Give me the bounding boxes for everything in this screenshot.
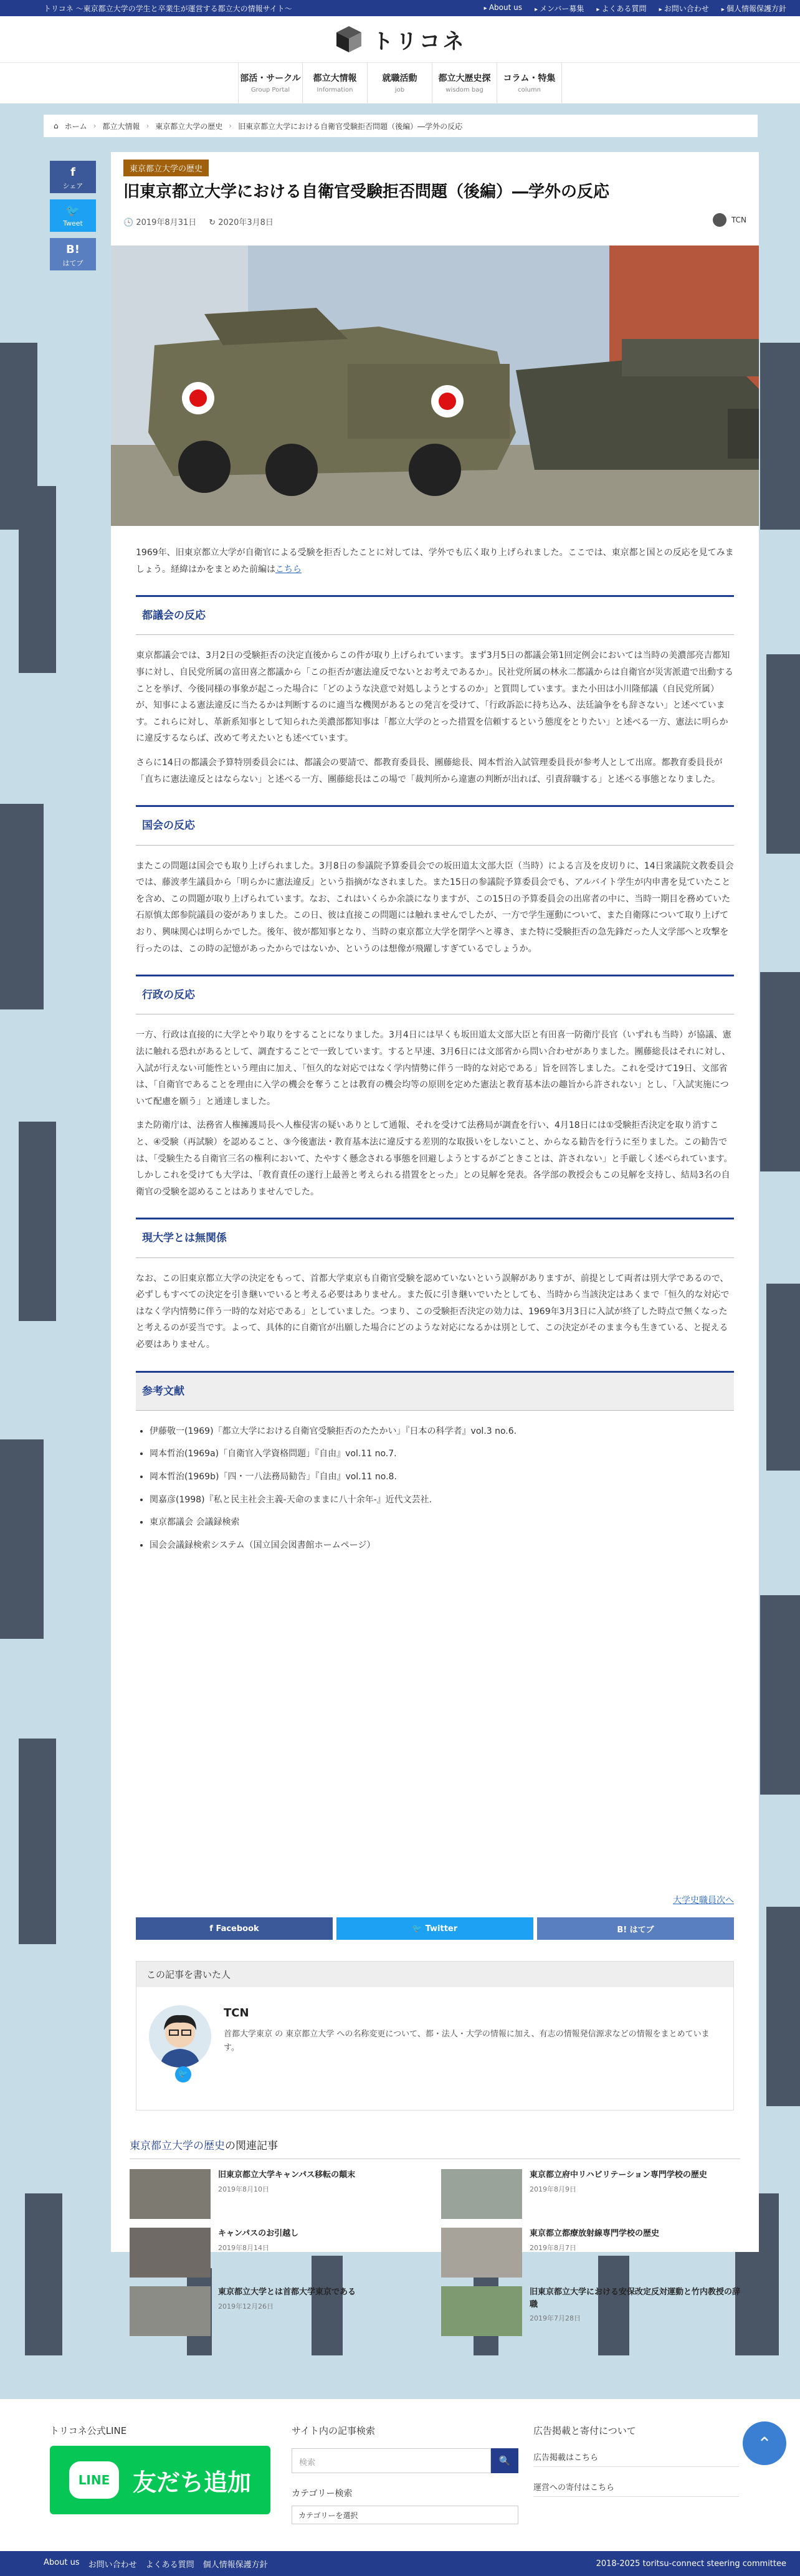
- related-articles: [130, 2137, 740, 2336]
- breadcrumb-home[interactable]: ホーム: [64, 122, 87, 131]
- share-facebook-button[interactable]: f Facebook: [136, 1917, 333, 1940]
- related-thumbnail[interactable]: [130, 2286, 211, 2336]
- related-thumbnail[interactable]: [441, 2286, 522, 2336]
- top-bar: [0, 0, 800, 16]
- author-mini[interactable]: TCN: [713, 213, 746, 227]
- related-item[interactable]: [130, 2228, 429, 2278]
- nav-item-job[interactable]: 就職活動 job: [368, 63, 432, 103]
- article-meta: [123, 216, 274, 227]
- side-share: [50, 161, 96, 277]
- related-item[interactable]: [441, 2169, 740, 2219]
- intro-paragraph: 1969年、旧東京都立大学が自衛官による受験を拒否したことに対しては、学外でも広く取り上げられました。ここでは、東京都と国との反応を見てみましょう。経緯はかをまとめた前編はこちら: [136, 548, 734, 575]
- related-item[interactable]: [130, 2169, 429, 2219]
- section-heading: 国会の反応: [136, 805, 734, 845]
- scroll-top-button[interactable]: [743, 2421, 786, 2465]
- building-icon: [766, 654, 800, 854]
- bottom-link-contact[interactable]: お問い合わせ: [88, 2560, 137, 2570]
- related-title[interactable]: 東京都立府中リハビリテーション専門学校の歴史: [530, 2170, 707, 2180]
- nav-item-history[interactable]: 都立大歴史探 wisdom bag: [432, 63, 497, 103]
- line-heading: トリコネ公式LINE: [50, 2425, 127, 2436]
- related-title[interactable]: 東京都立都療放射線専門学校の歴史: [530, 2229, 660, 2238]
- intro-link[interactable]: こちら: [275, 564, 302, 575]
- building-icon: [19, 486, 56, 673]
- nav-item-info[interactable]: 都立大情報 Information: [303, 63, 368, 103]
- bottom-link-faq[interactable]: よくある質問: [145, 2560, 194, 2570]
- list-item: • 関嘉彦(1998)『私と民主社会主義-天命のままに八十余年-』近代文芸社.: [150, 1492, 734, 1509]
- line-add-label: 友だち追加: [132, 2468, 251, 2496]
- building-icon: [0, 1439, 44, 1639]
- building-icon: [766, 1284, 800, 1471]
- share-bar: [136, 1917, 734, 1940]
- paragraph: 一方、行政は直接的に大学とやり取りをすることになりました。3月4日には早くも坂田道太文部大臣と有田喜一防衛庁長官（いずれも当時）が協議、憲法に触れる恐れがあるとして、調査することで一致しています。すると早速、3月6日には文部省から問い合わせがありました。團藤総長はそれに対し、入試が行えない可能性という理由に加え、「恒久的な対応ではなく学内情勢に伴う一時的な対応である」旨を回答しました。これを受けて19日、文部省は、「自衛官であることを理由に入学の機会を奪うことは教育の機会均等の原則を定めた憲法と教育基本法の趣旨から許されない」とし、「入試実施について配慮を願う」と通達しました。: [136, 1030, 731, 1107]
- author-box-heading: この記事を書いた人: [136, 1962, 733, 1987]
- site-tagline: トリコネ 〜東京都立大学の学生と卒業生が運営する都立大の情報サイト〜: [44, 4, 292, 13]
- related-date: 2019年8月7日: [530, 2243, 576, 2252]
- author-description: 首都大学東京 の 東京都立大学 への名称変更について、都・法人・大学の情報に加え、有志の情報発信源求などの情報をまとめています。: [224, 2030, 710, 2053]
- share-hatena-button[interactable]: B! はてブ: [537, 1917, 734, 1940]
- breadcrumb-separator: ›: [146, 122, 150, 130]
- bottom-link-privacy[interactable]: 個人情報保護方針: [202, 2560, 268, 2570]
- list-item: • 岡本哲治(1969b)「四・一八法務局勧告」『自由』vol.11 no.8.: [150, 1469, 734, 1486]
- footer-line: [50, 2424, 270, 2514]
- author-avatar-icon: [713, 213, 726, 227]
- list-item: • 国会会議録検索システム（国立国会図書館ホームページ）: [150, 1537, 734, 1554]
- share-twitter-button[interactable]: 🐦 Twitter: [336, 1917, 533, 1940]
- related-date: 2019年7月28日: [530, 2314, 581, 2322]
- related-item[interactable]: [441, 2286, 740, 2336]
- building-icon: [760, 343, 800, 530]
- updated-date: ↻ 2020年3月8日: [209, 218, 274, 227]
- paragraph: さらに14日の都議会予算特別委員会には、都議会の要請で、都教育委員長、團藤総長、岡本哲治入試管理委員長が参考人として出席。都教育委員長が「直ちに憲法違反とはならない」と述べる一方、團藤総長はこの場で「裁判所から違憲の判断が出れば、引責辞職する」と述べる事態となりました。: [136, 758, 723, 785]
- footer: [0, 2399, 800, 2551]
- top-link-contact[interactable]: ▸ お問い合わせ: [659, 3, 709, 14]
- search-icon: 🔍: [498, 2455, 511, 2466]
- related-grid: [130, 2169, 740, 2336]
- related-date: 2019年8月14日: [218, 2243, 269, 2252]
- copyright: 2018-2025 toritsu-connect steering committee: [596, 2559, 786, 2569]
- main-nav: [0, 62, 800, 103]
- building-icon: [766, 1907, 800, 2106]
- related-thumbnail[interactable]: [130, 2228, 211, 2278]
- search-input[interactable]: 検索: [292, 2448, 491, 2473]
- related-item[interactable]: [441, 2228, 740, 2278]
- breadcrumb-separator: ›: [93, 122, 97, 130]
- references-heading: 参考文献: [136, 1371, 734, 1411]
- bottom-bar: [0, 2551, 800, 2576]
- list-item: • 伊藤敬一(1969)「都立大学における自衛官受験拒否のたたかい」『日本の科学者』vol.3 no.6.: [150, 1423, 734, 1440]
- author-box: [136, 1961, 734, 2111]
- top-links: [484, 3, 786, 14]
- building-icon: [19, 1739, 56, 1944]
- building-icon: [19, 1122, 56, 1321]
- related-title[interactable]: キャンパスのお引越し: [218, 2229, 299, 2238]
- nav-item-clubs[interactable]: 部活・サークル Group Portal: [238, 63, 303, 103]
- related-title[interactable]: 旧東京都立大学における安保改定反対運動と竹内教授の辞職: [530, 2287, 741, 2309]
- donate-link[interactable]: 運営への寄付はこちら: [533, 2481, 739, 2497]
- line-add-friend-button[interactable]: [50, 2446, 270, 2514]
- site-logo-text[interactable]: トリコネ: [372, 29, 467, 54]
- building-icon: [25, 2193, 62, 2355]
- breadcrumb-separator: ›: [229, 122, 232, 130]
- bottom-link-about[interactable]: About us: [44, 2557, 80, 2567]
- breadcrumb-history[interactable]: 東京都立大学の歴史: [155, 122, 223, 131]
- line-icon: LINE: [69, 2461, 119, 2499]
- search-button[interactable]: [491, 2448, 518, 2473]
- logo-cube-icon[interactable]: [333, 24, 364, 55]
- related-title[interactable]: 旧東京都立大学キャンパス移転の顛末: [218, 2170, 356, 2180]
- building-icon: [0, 804, 44, 1009]
- section-heading: 行政の反応: [136, 975, 734, 1014]
- related-date: 2019年12月26日: [218, 2302, 274, 2311]
- article-body: [136, 545, 734, 1560]
- top-link-recruit[interactable]: ▸ メンバー募集: [535, 3, 584, 14]
- paragraph: また防衛庁は、法務省人権擁護局長へ人権侵害の疑いありとして通報、それを受けて法務局が調査を行い、4月18日には①受験拒否決定を取り消すこと、④受験（再試験）を認めること、③今後憲法・教育基本法に違反する差別的な取扱いをしないこと、からなる勧告を行うに至りました。この勧告では、「受験生たる自衛官三名の権利において、たやすく懸念される事態を回避しようとするがごときことは、許されない」と手厳しく述べられています。しかしこれを受けても大学は、「教育責任の遂行上最善と考えられる措置をとった」との見解を発表。各学部の教授会もこの見解を支持し、結局3名の自衛官の受験を認めることはありませんでした。: [136, 1120, 733, 1197]
- category-select[interactable]: カテゴリーを選択: [292, 2506, 518, 2524]
- arrow-up-icon: ⌃: [757, 2433, 772, 2454]
- breadcrumb-info[interactable]: 都立大情報: [102, 122, 140, 131]
- building-icon: [760, 972, 800, 1171]
- site-header: [0, 16, 800, 62]
- related-thumbnail[interactable]: [441, 2169, 522, 2219]
- related-thumbnail[interactable]: [130, 2169, 211, 2219]
- top-link-privacy[interactable]: ▸ 個人情報保護方針: [721, 3, 786, 14]
- related-item[interactable]: [130, 2286, 429, 2336]
- breadcrumb: [44, 115, 758, 137]
- related-date: 2019年8月10日: [218, 2185, 269, 2193]
- breadcrumb-current: 旧東京都立大学における自衛官受験拒否問題（後編）―学外の反応: [238, 122, 463, 131]
- home-icon: ⌂: [54, 122, 59, 130]
- category-tag[interactable]: 東京都立大学の歴史: [123, 160, 209, 176]
- list-item: • 岡本哲治(1969a)「自衛官入学資格問題」『自由』vol.11 no.7.: [150, 1446, 734, 1462]
- ad-link[interactable]: 広告掲載はこちら: [533, 2451, 739, 2467]
- list-item: • 東京都議会 会議録検索: [150, 1514, 734, 1531]
- section-heading: 現大学とは無関係: [136, 1218, 734, 1257]
- clock-icon: 🕓: [123, 218, 134, 227]
- published-date: 🕓 2019年8月31日: [123, 218, 197, 227]
- ad-heading: 広告掲載と寄付について: [533, 2425, 636, 2436]
- author-avatar: [149, 2005, 211, 2068]
- related-date: 2019年8月9日: [530, 2185, 576, 2193]
- refresh-icon: ↻: [209, 218, 216, 227]
- side-share-hatena[interactable]: B! はてブ: [50, 238, 96, 270]
- side-share-twitter[interactable]: 🐦 Tweet: [50, 199, 96, 232]
- category-heading: カテゴリー検索: [292, 2489, 353, 2499]
- article-container: [111, 152, 759, 2322]
- paragraph: またこの問題は国会でも取り上げられました。3月8日の参議院予算委員会での坂田道太文部大臣（当時）による言及を皮切りに、14日衆議院文教委員会では、藤波孝生議員から「明らかに憲法違反」という指摘がなされました。また15日の参議院予算委員会でも、アルバイト学生が内申書を見ていたことを含め、この問題が取り上げられています。なお、これはいくらか余談になりますが、この15日の予算委員会の出席者の中に、当時一期目を務めていた石原慎太郎参院議員の姿がありました。この日、彼は直接この問題には触れませんでしたが、一方で学生運動について、また自衛隊について取り上げており、興味関心は明らかでした。後年、彼が都知事となり、当時の東京都立大学を閉学へと導き、また特に受験拒否の急先鋒だった人文学部へと攻撃を行ったのは、この時の記憶があったからではないか、というのは想像が飛躍しすぎているでしょうか。: [136, 861, 734, 954]
- side-share-facebook[interactable]: f シェア: [50, 161, 96, 193]
- building-icon: [760, 1595, 800, 1795]
- author-name: TCN: [224, 2006, 249, 2020]
- search-heading: サイト内の記事検索: [292, 2425, 375, 2436]
- top-link-faq[interactable]: ▸ よくある質問: [596, 3, 646, 14]
- next-article-link[interactable]: 大学史職員次へ: [673, 1896, 734, 1906]
- article-title: 旧東京都立大学における自衛官受験拒否問題（後編）―学外の反応: [123, 183, 610, 201]
- footer-ad: [533, 2424, 739, 2497]
- related-thumbnail[interactable]: [441, 2228, 522, 2278]
- footer-search: [292, 2424, 518, 2524]
- author-twitter-icon[interactable]: 🐦: [175, 2066, 191, 2082]
- section-heading: 都議会の反応: [136, 595, 734, 635]
- related-title[interactable]: 東京都立大学とは首都大学東京である: [218, 2287, 356, 2297]
- references-list: [150, 1423, 734, 1554]
- top-link-about[interactable]: ▸ About us: [484, 3, 522, 14]
- hero-image: [111, 246, 759, 526]
- paragraph: 東京都議会では、3月2日の受験拒否の決定直後からこの件が取り上げられています。まず3月5日の都議会第1回定例会においては当時の美濃部亮吉都知事に対し、自民党所属の富田喜之都議から「この拒否が憲法違反でないとお考えであるか」。民社党所属の林永二都議からは自衛官が災害派遣で出動することを挙げ、今後同様の事象が起こった場合に「どのような決意で対処しようとするのか」と質問しています。また小田は小川隆郁議（自民党所属）が、知事による憲法違反に当たるかは判断するのに適当な機関があるとの発言を受けて、「行政訴訟に持ち込み、法廷論争をも辞さない」と述べています。これらに対し、革新系知事として知られた美濃部都知事は「都立大学のとった措置を信頼するという態度をとりたい」と述べる一方、憲法に明らかに違反するならば、改めて考えたいとも述べています。: [136, 651, 733, 744]
- nav-item-column[interactable]: コラム・特集 column: [497, 63, 562, 103]
- related-heading: 東京都立大学の歴史の関連記事: [130, 2137, 740, 2159]
- paragraph: なお、この旧東京都立大学の決定をもって、首都大学東京も自衛官受験を認めていないという誤解がありますが、前提として両者は別大学であるので、必ずしもすべての決定を引き継いでいると考える必要はありません。また仮に引き継いでいたとしても、当時から当該決定はあくまで「恒久的な対応ではなく学内情勢に伴う一時的な対応である」としていました。つまり、この受験拒否決定の効力は、1969年3月3日に入試が終了した時点で無くなったと考えるのが妥当です。よって、具体的に自衛官が出願した場合にどのような対応になるかは別として、この決定がそのまま今も生きている、と捉える必要はありません。: [136, 1273, 730, 1350]
- bottom-links: [44, 2558, 268, 2570]
